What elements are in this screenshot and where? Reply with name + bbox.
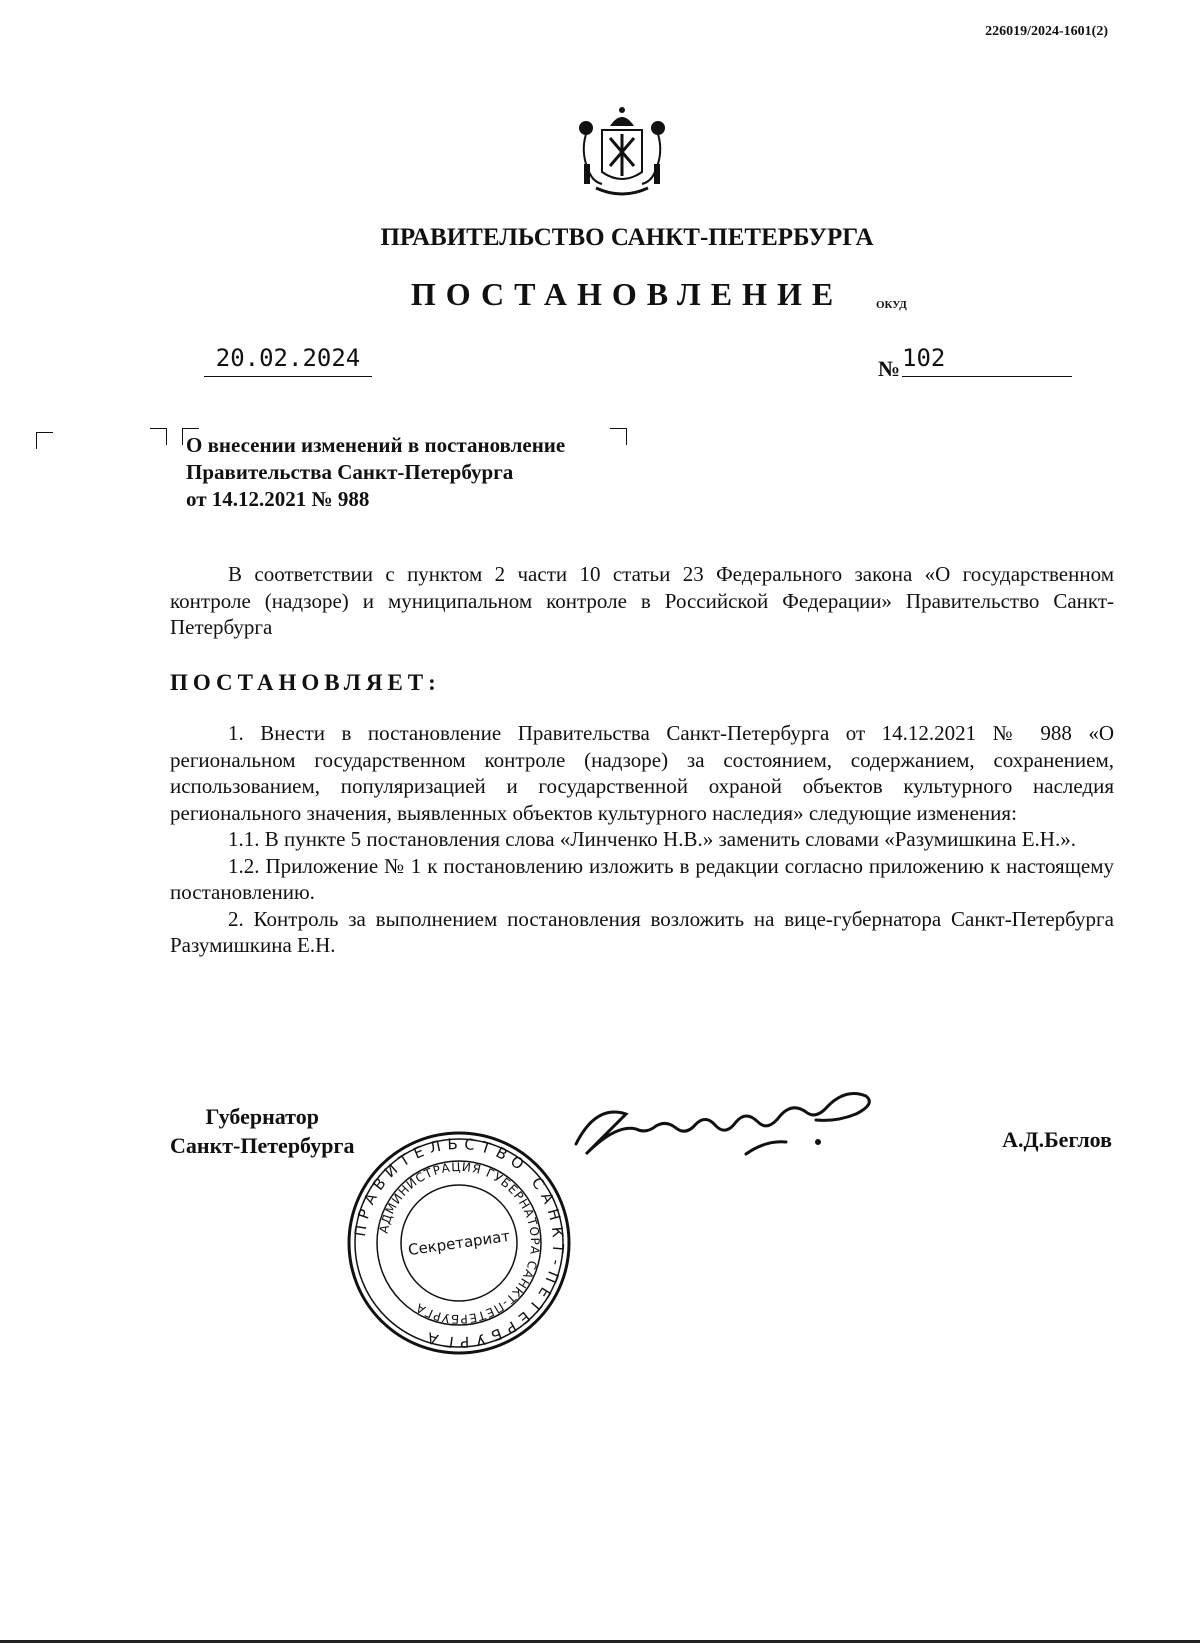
seal-inner-text: АДМИНИСТРАЦИЯ ГУБЕРНАТОРА САНКТ-ПЕТЕРБУРГА xyxy=(376,1159,543,1327)
signatory-role xyxy=(170,1102,354,1160)
coat-of-arms-icon xyxy=(572,104,672,204)
resolves-heading: ПОСТАНОВЛЯЕТ: xyxy=(170,670,441,695)
corner-mark xyxy=(150,428,167,445)
document-registration-number: 226019/2024-1601(2) xyxy=(985,24,1108,39)
seal-outer-text: ПРАВИТЕЛЬСТВО САНКТ-ПЕТЕРБУРГА xyxy=(350,1134,568,1352)
subject-line: О внесении изменений в постановление xyxy=(186,433,566,457)
handwritten-signature-icon xyxy=(566,1084,906,1174)
official-seal-icon xyxy=(346,1130,572,1356)
role-line: Губернатор xyxy=(205,1104,319,1129)
subject-line: Правительства Санкт-Петербурга xyxy=(186,460,514,484)
decree-item: 2. Контроль за выполнением постановления возложить на вице-губернатора Санкт-Петербурга Разумишкина Е.Н. xyxy=(170,906,1114,957)
subject-line: от 14.12.2021 № 988 xyxy=(186,487,370,511)
okud-label: ОКУД xyxy=(876,299,907,311)
corner-mark xyxy=(610,428,627,445)
seal-center-text: Секретариат xyxy=(406,1226,512,1260)
decree-date: 20.02.2024 xyxy=(204,344,372,377)
document-type-title: ПОСТАНОВЛЕНИЕ xyxy=(410,276,844,312)
number-sign-label: № xyxy=(878,356,901,381)
decree-item: 1.1. В пункте 5 постановления слова «Линченко Н.В.» заменить словами «Разумишкина Е.Н.». xyxy=(228,827,1076,851)
decree-subject xyxy=(186,432,565,513)
government-title: ПРАВИТЕЛЬСТВО САНКТ-ПЕТЕРБУРГА xyxy=(380,224,874,251)
preamble-paragraph: В соответствии с пунктом 2 части 10 статьи 23 Федерального закона «О государственном контроле (надзоре) и муниципальном контроле в Российской Федерации» Правительство Санкт-Петербурга xyxy=(170,562,1114,639)
signatory-name: А.Д.Беглов xyxy=(1002,1127,1112,1152)
decree-item: 1.2. Приложение № 1 к постановлению изложить в редакции согласно приложению к настоящему постановлению. xyxy=(170,853,1114,904)
decree-item: 1. Внести в постановление Правительства Санкт-Петербурга от 14.12.2021 № 988 «О региональном государственном контроле (надзоре) за состоянием, содержанием, сохранением, использованием, популяризацией и государственной охраной объектов культурного наследия регионального значения, выявленных объектов культурного наследия» следующие изменения: xyxy=(170,721,1114,825)
corner-mark xyxy=(36,432,53,449)
decree-items xyxy=(170,720,1114,959)
decree-number: 102 xyxy=(902,344,1072,377)
page-bottom-rule xyxy=(0,1640,1200,1643)
role-line: Санкт-Петербурга xyxy=(170,1133,355,1158)
